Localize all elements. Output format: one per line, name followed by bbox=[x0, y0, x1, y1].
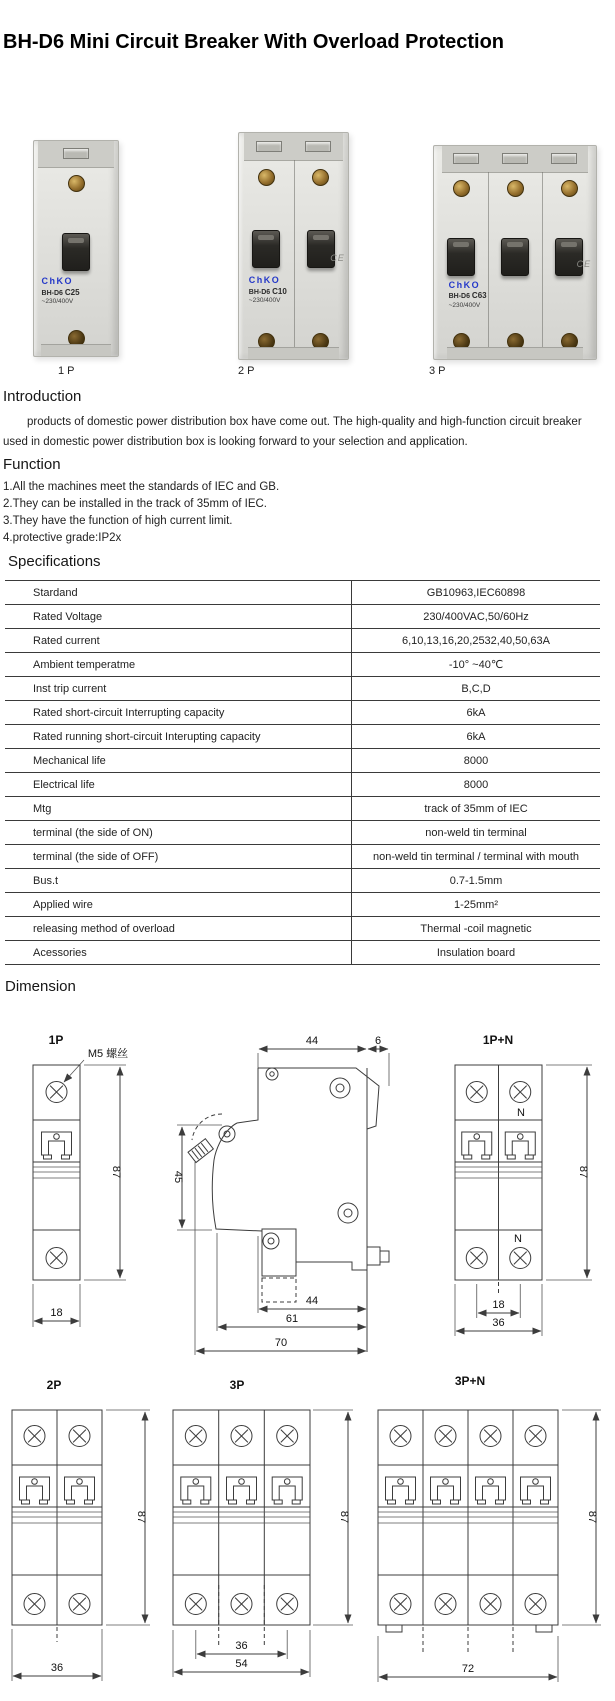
wire-slot bbox=[502, 153, 528, 164]
spec-value: 8000 bbox=[352, 749, 601, 773]
spec-label: Rated running short-circuit Interupting capacity bbox=[5, 725, 352, 749]
specifications-heading: Specifications bbox=[8, 553, 101, 570]
brand-logo: ChKO bbox=[248, 275, 281, 286]
model-text: BH-D6 bbox=[41, 289, 63, 297]
terminal-symbol bbox=[46, 1248, 67, 1269]
spec-label: Applied wire bbox=[5, 893, 352, 917]
terminal-symbol bbox=[24, 1426, 45, 1447]
drawing-label-1pn: 1P+N bbox=[482, 1033, 514, 1047]
wire-slot bbox=[453, 153, 479, 164]
toggle-symbol bbox=[431, 1477, 461, 1504]
din-rail-foot bbox=[447, 347, 583, 359]
terminal-symbol bbox=[390, 1426, 411, 1447]
toggle-symbol bbox=[272, 1477, 302, 1504]
ce-mark: CE bbox=[576, 258, 592, 269]
spec-value: 6,10,13,16,20,2532,40,50,63A bbox=[352, 629, 601, 653]
table-row bbox=[5, 821, 600, 845]
model-rating-line bbox=[449, 291, 583, 302]
function-item: 1.All the machines meet the standards of IEC and GB. bbox=[3, 481, 280, 493]
introduction-paragraph bbox=[3, 412, 609, 452]
toggle-symbol bbox=[386, 1477, 416, 1504]
spec-label: terminal (the side of ON) bbox=[5, 821, 352, 845]
dim-width-72: 72 bbox=[461, 1663, 475, 1675]
breaker-toggle bbox=[501, 238, 529, 276]
model-text: BH-D6 bbox=[448, 293, 470, 301]
top-screw-row bbox=[434, 180, 596, 197]
spec-value: Insulation board bbox=[352, 941, 601, 965]
dim-6: 6 bbox=[374, 1035, 382, 1047]
toggle-symbol bbox=[181, 1477, 211, 1504]
model-rating-line bbox=[42, 288, 112, 299]
voltage-text: ~230/400V bbox=[248, 297, 281, 305]
dim-61: 61 bbox=[285, 1313, 299, 1325]
breaker-toggle bbox=[252, 230, 280, 268]
breaker-toggle bbox=[62, 233, 90, 271]
wire-slot bbox=[551, 153, 577, 164]
spec-label: Inst trip current bbox=[5, 677, 352, 701]
photo-caption-2p: 2 P bbox=[238, 365, 255, 377]
dim-44-top: 44 bbox=[305, 1035, 319, 1047]
terminal-symbol bbox=[231, 1594, 252, 1615]
screw-terminal-icon bbox=[453, 180, 470, 197]
table-row bbox=[5, 941, 600, 965]
top-screw-row bbox=[239, 169, 348, 186]
spec-value: B,C,D bbox=[352, 677, 601, 701]
terminal-symbol bbox=[510, 1082, 531, 1103]
breaker-label-area bbox=[42, 276, 112, 306]
terminal-symbol bbox=[525, 1426, 546, 1447]
toggle-symbol bbox=[505, 1132, 535, 1159]
terminal-symbol bbox=[390, 1594, 411, 1615]
photo-caption-3p: 3 P bbox=[429, 365, 446, 377]
dim-height-87: 87 bbox=[135, 1510, 147, 1524]
terminal-symbol bbox=[277, 1594, 298, 1615]
dim-pitch-36: 36 bbox=[235, 1640, 248, 1652]
spec-label: Acessories bbox=[5, 941, 352, 965]
spec-label: Mechanical life bbox=[5, 749, 352, 773]
terminal-symbol bbox=[69, 1426, 90, 1447]
spec-label: Rated Voltage bbox=[5, 605, 352, 629]
drawing-3p-front bbox=[173, 1378, 353, 1677]
rating-text: C10 bbox=[272, 286, 287, 296]
product-photo-1p bbox=[33, 140, 119, 357]
voltage-text: ~230/400V bbox=[448, 302, 481, 310]
function-item: 2.They can be installed in the track of 35mm of IEC. bbox=[3, 498, 267, 510]
drawing-1p-front bbox=[33, 1033, 128, 1327]
drawing-label-1p: 1P bbox=[48, 1033, 64, 1047]
product-photo-2p bbox=[238, 132, 349, 360]
ce-mark: CE bbox=[330, 252, 345, 263]
spec-value: 6kA bbox=[352, 725, 601, 749]
breaker-toggle bbox=[555, 238, 583, 276]
rating-text: C63 bbox=[471, 291, 487, 301]
table-row bbox=[5, 917, 600, 941]
table-row bbox=[5, 845, 600, 869]
toggle-symbol bbox=[476, 1477, 506, 1504]
spec-value: -10° ~40℃ bbox=[352, 653, 601, 677]
spec-label: Bus.t bbox=[5, 869, 352, 893]
drawing-side-view bbox=[172, 1035, 389, 1355]
drawing-2p-front bbox=[12, 1378, 150, 1681]
terminal-symbol bbox=[435, 1426, 456, 1447]
spec-value: 0.7-1.5mm bbox=[352, 869, 601, 893]
dim-44-bottom: 44 bbox=[305, 1295, 319, 1307]
wire-slot bbox=[256, 141, 282, 152]
breaker-top-cap bbox=[442, 146, 588, 173]
toggle-symbol bbox=[42, 1132, 72, 1159]
wire-slot bbox=[305, 141, 331, 152]
screw-terminal-icon bbox=[507, 180, 524, 197]
drawing-label-3p: 3P bbox=[229, 1378, 245, 1392]
neutral-label-bottom: N bbox=[514, 1233, 522, 1245]
spec-label: Rated short-circuit Interrupting capacity bbox=[5, 701, 352, 725]
specifications-table bbox=[5, 580, 600, 965]
model-text: BH-D6 bbox=[248, 288, 271, 296]
drawing-label-2p: 2P bbox=[46, 1378, 62, 1392]
introduction-text: products of domestic power distribution box have come out. The high-quality and high-function circuit breaker used in domestic power distribution box is looking forward to your selection and application. bbox=[3, 416, 582, 448]
dim-width-36: 36 bbox=[492, 1317, 505, 1329]
dim-pitch-18: 18 bbox=[492, 1299, 505, 1311]
spec-value: 8000 bbox=[352, 773, 601, 797]
screw-terminal-icon bbox=[258, 169, 275, 186]
breaker-label-area bbox=[249, 275, 339, 305]
terminal-symbol bbox=[185, 1594, 206, 1615]
spec-value: non-weld tin terminal / terminal with mouth bbox=[352, 845, 601, 869]
dim-height-87: 87 bbox=[338, 1510, 350, 1524]
terminal-symbol bbox=[24, 1594, 45, 1615]
toggle-row bbox=[434, 238, 596, 276]
function-heading: Function bbox=[3, 456, 61, 473]
dim-height-87: 87 bbox=[110, 1165, 122, 1179]
table-row bbox=[5, 581, 600, 605]
din-rail-foot bbox=[41, 344, 112, 356]
spec-label: Stardand bbox=[5, 581, 352, 605]
terminal-symbol bbox=[185, 1426, 206, 1447]
toggle-symbol bbox=[521, 1477, 551, 1504]
table-row bbox=[5, 797, 600, 821]
screw-terminal-icon bbox=[68, 175, 85, 192]
dim-width-18: 18 bbox=[50, 1307, 63, 1319]
terminal-symbol bbox=[231, 1426, 252, 1447]
breaker-top-cap bbox=[244, 133, 342, 161]
table-row bbox=[5, 629, 600, 653]
table-row bbox=[5, 605, 600, 629]
dim-height-87: 87 bbox=[586, 1510, 598, 1524]
terminal-symbol bbox=[46, 1082, 67, 1103]
table-row bbox=[5, 773, 600, 797]
dim-height-87: 87 bbox=[577, 1165, 589, 1179]
spec-label: releasing method of overload bbox=[5, 917, 352, 941]
table-row bbox=[5, 725, 600, 749]
toggle-row bbox=[34, 233, 118, 271]
top-screw-row bbox=[34, 175, 118, 192]
spec-label: Ambient temperatme bbox=[5, 653, 352, 677]
page-title: BH-D6 Mini Circuit Breaker With Overload Protection bbox=[3, 31, 505, 53]
din-rail-foot bbox=[248, 347, 340, 359]
photo-caption-1p: 1 P bbox=[58, 365, 75, 377]
breaker-toggle bbox=[447, 238, 475, 276]
spec-value: Thermal -coil magnetic bbox=[352, 917, 601, 941]
voltage-text: ~230/400V bbox=[41, 298, 74, 306]
model-rating-line bbox=[249, 287, 339, 298]
drawing-label-3pn: 3P+N bbox=[454, 1374, 486, 1388]
dim-width-54: 54 bbox=[235, 1658, 248, 1670]
dim-45: 45 bbox=[172, 1170, 184, 1184]
screw-terminal-icon bbox=[312, 169, 329, 186]
spec-value: non-weld tin terminal bbox=[352, 821, 601, 845]
spec-label: terminal (the side of OFF) bbox=[5, 845, 352, 869]
spec-value: GB10963,IEC60898 bbox=[352, 581, 601, 605]
table-row bbox=[5, 749, 600, 773]
product-photo-3p bbox=[433, 145, 597, 360]
toggle-symbol bbox=[20, 1477, 50, 1504]
rating-text: C25 bbox=[64, 287, 80, 297]
spec-value: 6kA bbox=[352, 701, 601, 725]
terminal-symbol bbox=[480, 1594, 501, 1615]
brand-logo: ChKO bbox=[448, 280, 481, 291]
brand-logo: ChKO bbox=[41, 276, 74, 287]
neutral-label-top: N bbox=[517, 1107, 525, 1119]
table-row bbox=[5, 653, 600, 677]
wire-slot bbox=[63, 148, 89, 159]
table-row bbox=[5, 869, 600, 893]
breaker-top-cap bbox=[38, 141, 114, 168]
m5-screw-note: M5 螺丝 bbox=[87, 1048, 129, 1060]
terminal-symbol bbox=[466, 1082, 487, 1103]
terminal-symbol bbox=[466, 1248, 487, 1269]
spec-value: track of 35mm of IEC bbox=[352, 797, 601, 821]
screw-terminal-icon bbox=[561, 180, 578, 197]
spec-label: Rated current bbox=[5, 629, 352, 653]
drawing-1pn-front bbox=[455, 1033, 592, 1336]
table-row bbox=[5, 893, 600, 917]
toggle-symbol bbox=[227, 1477, 257, 1504]
spec-label: Mtg bbox=[5, 797, 352, 821]
terminal-symbol bbox=[525, 1594, 546, 1615]
toggle-handle-hatch bbox=[188, 1139, 213, 1163]
toggle-symbol bbox=[462, 1132, 492, 1159]
toggle-symbol bbox=[65, 1477, 95, 1504]
dim-70: 70 bbox=[274, 1337, 288, 1349]
terminal-symbol bbox=[69, 1594, 90, 1615]
spec-value: 1-25mm² bbox=[352, 893, 601, 917]
dimension-heading: Dimension bbox=[5, 978, 76, 995]
table-row bbox=[5, 701, 600, 725]
terminal-symbol bbox=[277, 1426, 298, 1447]
drawing-3pn-front bbox=[378, 1374, 601, 1682]
terminal-symbol bbox=[435, 1594, 456, 1615]
introduction-heading: Introduction bbox=[3, 388, 82, 405]
dim-width-36: 36 bbox=[50, 1662, 64, 1674]
breaker-label-area bbox=[449, 280, 583, 310]
function-item: 3.They have the function of high current limit. bbox=[3, 515, 233, 527]
function-item: 4.protective grade:IP2x bbox=[3, 532, 122, 544]
spec-value: 230/400VAC,50/60Hz bbox=[352, 605, 601, 629]
dimension-drawings bbox=[0, 1015, 615, 1701]
spec-label: Electrical life bbox=[5, 773, 352, 797]
terminal-symbol bbox=[510, 1248, 531, 1269]
table-row bbox=[5, 677, 600, 701]
terminal-symbol bbox=[480, 1426, 501, 1447]
